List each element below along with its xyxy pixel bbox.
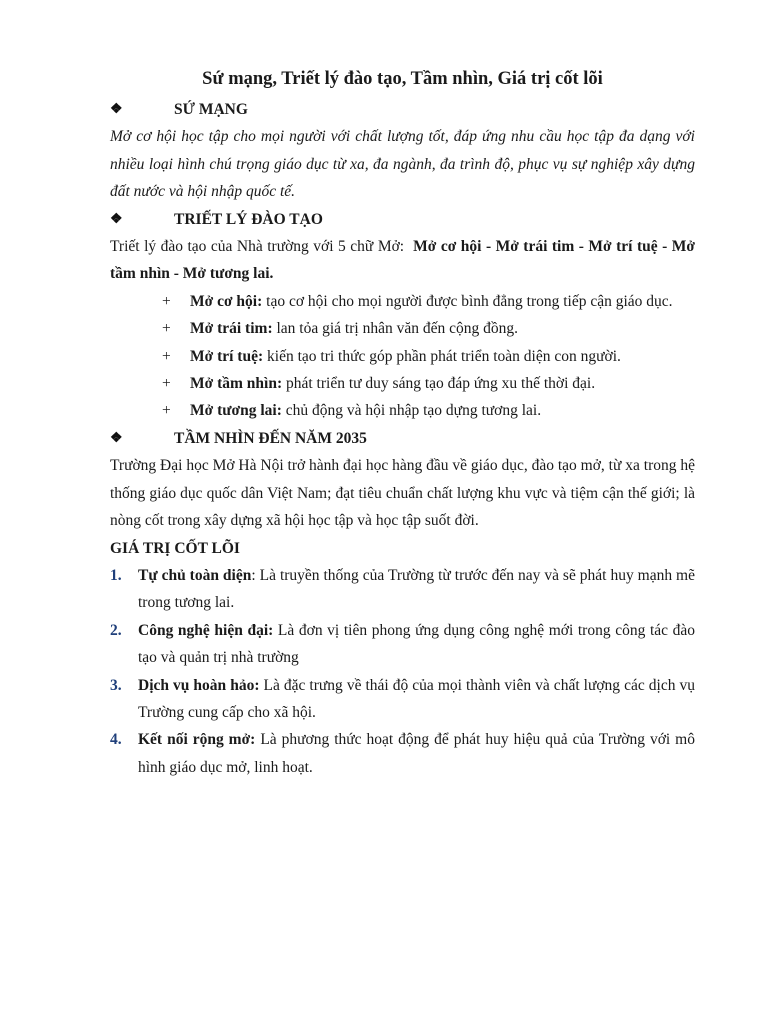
vision-heading — [110, 425, 695, 452]
core-value-label: Tự chủ toàn diện — [138, 566, 252, 584]
core-value-body — [138, 726, 695, 781]
diamond-bullet-icon: ❖ — [110, 211, 123, 227]
core-value-number: 4. — [110, 731, 122, 749]
philosophy-item-label: Mở trí tuệ: — [190, 347, 264, 365]
philosophy-intro-bold: Mở cơ hội - Mở trái tim - Mở trí tuệ - Mở tầm nhìn - Mở tương lai. — [110, 238, 695, 283]
philosophy-intro-text: Triết lý đào tạo của Nhà trường với 5 chữ Mở: — [110, 238, 405, 256]
philosophy-item-text: tạo cơ hội cho mọi người được bình đẳng trong tiếp cận giáo dục. — [266, 292, 673, 310]
vision-heading-text: TẦM NHÌN ĐẾN NĂM 2035 — [174, 429, 367, 447]
core-values-list — [110, 562, 695, 781]
core-value-body — [138, 617, 695, 672]
philosophy-list — [110, 288, 695, 425]
plus-bullet-icon: + — [162, 292, 171, 310]
page-title: Sứ mạng, Triết lý đào tạo, Tầm nhìn, Giá trị cốt lõi — [202, 69, 603, 89]
philosophy-heading — [110, 206, 695, 233]
core-value-separator: : — [251, 566, 256, 584]
core-value-number: 2. — [110, 621, 122, 639]
core-value-item — [110, 562, 695, 617]
mission-heading — [110, 96, 695, 123]
philosophy-item-label: Mở tương lai: — [190, 402, 282, 420]
philosophy-intro — [110, 233, 695, 288]
philosophy-item — [162, 315, 695, 342]
philosophy-item — [162, 397, 695, 424]
core-value-number: 1. — [110, 566, 122, 584]
philosophy-item-text: phát triển tư duy sáng tạo đáp ứng xu thế thời đại. — [286, 375, 596, 393]
core-value-body — [138, 562, 695, 617]
philosophy-item-label: Mở trái tim: — [190, 320, 273, 338]
core-value-text: Là phương thức hoạt động để phát huy hiệu quả của Trường với mô hình giáo dục mở, linh hoạt. — [138, 731, 695, 776]
core-value-item — [110, 726, 695, 781]
plus-bullet-icon: + — [162, 320, 171, 338]
philosophy-item-label: Mở cơ hội: — [190, 292, 263, 310]
philosophy-item — [162, 343, 695, 370]
philosophy-item-label: Mở tầm nhìn: — [190, 375, 283, 393]
philosophy-heading-text: TRIẾT LÝ ĐÀO TẠO — [174, 210, 323, 228]
philosophy-item — [162, 288, 695, 315]
core-value-label: Công nghệ hiện đại: — [138, 621, 274, 639]
philosophy-item-text: chủ động và hội nhập tạo dựng tương lai. — [285, 402, 542, 420]
core-value-text: Là đơn vị tiên phong ứng dụng công nghệ mới trong công tác đào tạo và quản trị nhà trường — [138, 621, 695, 667]
core-value-label: Dịch vụ hoàn hảo: — [138, 676, 260, 694]
mission-heading-text: SỨ MẠNG — [174, 101, 248, 118]
plus-bullet-icon: + — [162, 347, 171, 365]
philosophy-item-text: lan tỏa giá trị nhân văn đến cộng đồng. — [276, 320, 518, 338]
plus-bullet-icon: + — [162, 375, 171, 393]
core-value-text: Là truyền thống của Trường từ trước đến nay và sẽ phát huy mạnh mẽ trong tương lai. — [138, 566, 695, 612]
core-value-item — [110, 672, 695, 727]
core-value-label: Kết nối rộng mở: — [138, 731, 256, 749]
core-value-number: 3. — [110, 676, 122, 694]
diamond-bullet-icon: ❖ — [110, 102, 123, 117]
philosophy-item — [162, 370, 695, 397]
core-values-heading: GIÁ TRỊ CỐT LÕI — [110, 539, 240, 557]
philosophy-item-text: kiến tạo tri thức góp phần phát triển toàn diện con người. — [267, 347, 621, 365]
vision-text: Trường Đại học Mở Hà Nội trở hành đại học hàng đầu về giáo dục, đào tạo mở, từ xa trong hệ thống giáo dục quốc dân Việt Nam; đạt tiêu chuẩn chất lượng khu vực và tiệm cận thế giới; là nòng cốt trong xây dựng xã hội học tập và học tập suốt đời. — [110, 457, 695, 530]
core-value-body — [138, 672, 695, 727]
mission-text: Mở cơ hội học tập cho mọi người với chất lượng tốt, đáp ứng nhu cầu học tập đa dạng với nhiều loại hình chú trọng giáo dục từ xa, đa ngành, đa trình độ, phục vụ sự nghiệp xây dựng đất nước và hội nhập quốc tế. — [110, 128, 695, 201]
core-value-text: Là đặc trưng về thái độ của mọi thành viên và chất lượng các dịch vụ Trường cung cấp cho xã hội. — [138, 676, 695, 721]
core-value-item — [110, 617, 695, 672]
diamond-bullet-icon: ❖ — [110, 430, 123, 446]
plus-bullet-icon: + — [162, 402, 171, 420]
